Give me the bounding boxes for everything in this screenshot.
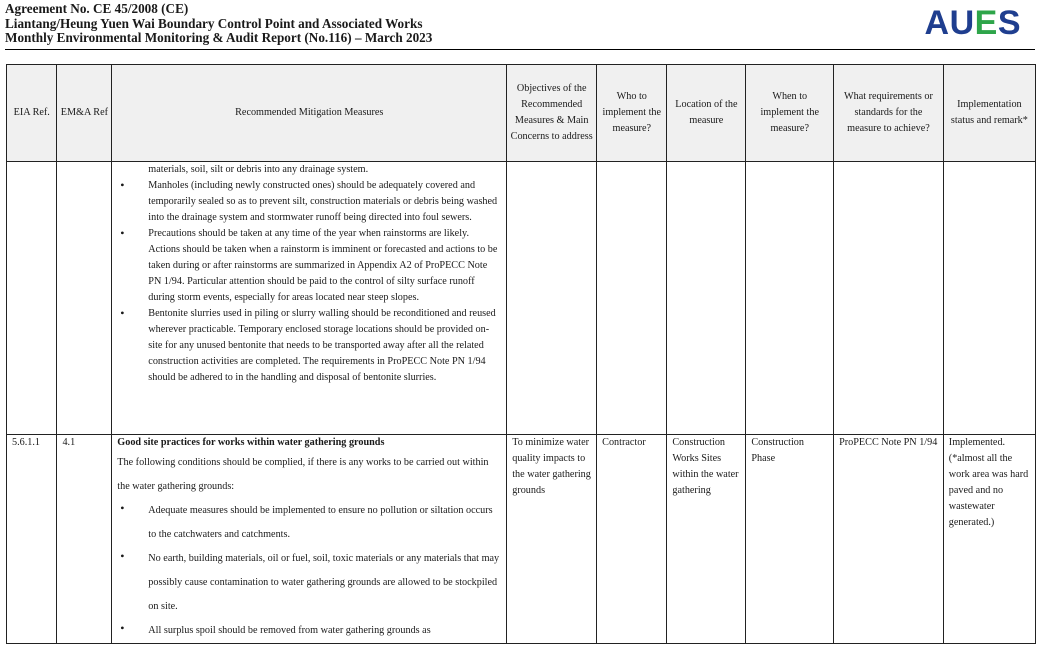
list-item: • Bentonite slurries used in piling or slurry walling should be reconditioned and reused wherever practicable. Temporary enclosed storage locations should be provided on-site for any unused bentonite that needs to be transported away after all the related construction activities are completed. The requirements in ProPECC Note PN 1/94 should be adhered to in the handling and disposal of bentonite slurries. xyxy=(117,306,501,386)
col-mitigation-measures: Recommended Mitigation Measures xyxy=(112,65,507,162)
cell-when xyxy=(746,162,834,435)
mitigation-table xyxy=(6,64,1036,644)
col-status: Implementation status and remark* xyxy=(943,65,1035,162)
list-item: • Manholes (including newly constructed ones) should be adequately covered and temporarily sealed so as to prevent silt, construction materials or debris being washed into the drainage system and stormwater runoff being directed into foul sewers. xyxy=(117,178,501,226)
list-item: • All surplus spoil should be removed from water gathering grounds as xyxy=(117,619,501,643)
project-title: Liantang/Heung Yuen Wai Boundary Control Point and Associated Works xyxy=(5,15,423,31)
cell-requirements: ProPECC Note PN 1/94 xyxy=(834,435,944,644)
table-row xyxy=(7,162,1036,435)
report-header xyxy=(5,2,1035,48)
logo-s: S xyxy=(997,4,1021,42)
cell-objectives xyxy=(507,162,597,435)
cell-eia-ref xyxy=(7,162,57,435)
table-row xyxy=(7,435,1036,644)
cell-status: Implemented. (*almost all the work area was hard paved and no wastewater generated.) xyxy=(943,435,1035,644)
cell-when: Construction Phase xyxy=(746,435,834,644)
list-item: • Precautions should be taken at any time of the year when rainstorms are likely. Actions should be taken when a rainstorm is imminent or forecasted and actions to be taken during or after rainstorms are summarized in Appendix A2 of ProPECC Note PN 1/94. Particular attention should be paid to the control of silty surface runoff during storm events, especially for areas located near steep slopes. xyxy=(117,226,501,306)
cell-ema-ref: 4.1 xyxy=(57,435,112,644)
cell-who xyxy=(597,162,667,435)
cell-eia-ref: 5.6.1.1 xyxy=(7,435,57,644)
aues-logo xyxy=(925,6,1021,40)
table-header-row xyxy=(7,65,1036,162)
col-objectives: Objectives of the Recommended Measures & Main Concerns to address xyxy=(507,65,597,162)
cell-mitigation-continued xyxy=(112,162,507,435)
col-ema-ref: EM&A Ref xyxy=(57,65,112,162)
agreement-number: Agreement No. CE 45/2008 (CE) xyxy=(5,1,189,16)
cell-requirements xyxy=(834,162,944,435)
col-who: Who to implement the measure? xyxy=(597,65,667,162)
col-when: When to implement the measure? xyxy=(746,65,834,162)
cell-location xyxy=(667,162,746,435)
measure-title: Good site practices for works within water gathering grounds xyxy=(117,437,385,448)
cell-location: Construction Works Sites within the water gathering xyxy=(667,435,746,644)
cell-mitigation xyxy=(112,435,507,644)
col-location: Location of the measure xyxy=(667,65,746,162)
cell-status xyxy=(943,162,1035,435)
logo-e: E xyxy=(974,4,998,42)
cell-who: Contractor xyxy=(597,435,667,644)
report-title: Monthly Environmental Monitoring & Audit Report (No.116) – March 2023 xyxy=(5,30,433,45)
col-requirements: What requirements or standards for the measure to achieve? xyxy=(834,65,944,162)
continued-text: materials, soil, silt or debris into any drainage system. xyxy=(148,164,369,175)
logo-au: AU xyxy=(924,4,975,42)
col-eia-ref: EIA Ref. xyxy=(7,65,57,162)
list-item: • Adequate measures should be implemented to ensure no pollution or siltation occurs to the catchwaters and catchments. xyxy=(117,499,501,547)
cell-objectives: To minimize water quality impacts to the water gathering grounds xyxy=(507,435,597,644)
header-rule xyxy=(5,49,1035,50)
measure-intro: The following conditions should be complied, if there is any works to be carried out within the water gathering grounds: xyxy=(117,457,489,492)
cell-ema-ref xyxy=(57,162,112,435)
list-item: • No earth, building materials, oil or fuel, soil, toxic materials or any materials that may possibly cause contamination to water gathering grounds are allowed to be stockpiled on site. xyxy=(117,547,501,619)
